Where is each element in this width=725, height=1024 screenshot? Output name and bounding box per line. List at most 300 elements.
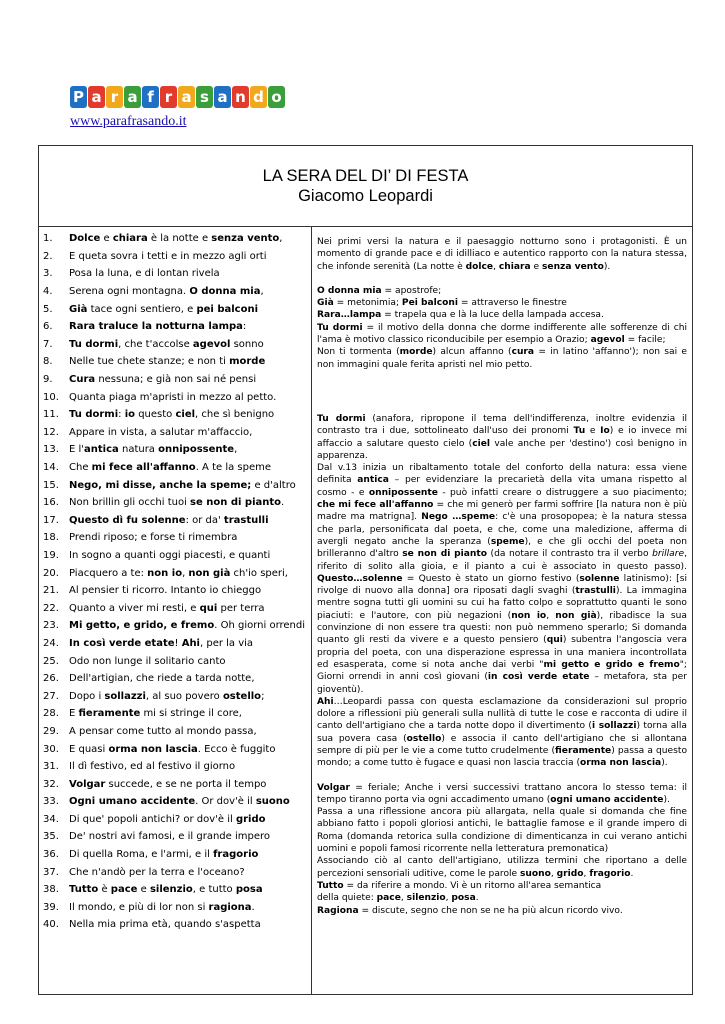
line-number: 4. xyxy=(43,286,53,298)
line-text xyxy=(69,409,274,420)
poem-line xyxy=(39,230,309,248)
line-number: 33. xyxy=(43,796,59,808)
poem-line xyxy=(39,318,309,336)
poem-line xyxy=(39,811,309,829)
line-number: 20. xyxy=(43,567,59,579)
poem-line xyxy=(39,828,309,846)
bold-text: Tu dormi xyxy=(69,338,119,350)
text-span: . xyxy=(251,901,255,913)
column-divider xyxy=(311,226,312,994)
poem-line xyxy=(39,300,309,318)
line-text xyxy=(69,268,220,279)
line-text xyxy=(69,744,275,755)
text-span: Nelle tue chete stanze; e non ti xyxy=(69,356,230,368)
text-span: Appare in vista, a salutar m'affaccio, xyxy=(69,426,253,438)
line-number: 36. xyxy=(43,849,59,861)
line-text xyxy=(69,656,225,667)
poem-line xyxy=(39,635,309,653)
bold-text: mi getto e grido e fremo xyxy=(543,659,680,670)
text-span: . xyxy=(281,497,285,509)
text-span: Posa la luna, e di lontan rivela xyxy=(69,268,220,280)
text-span: questo xyxy=(135,409,176,421)
text-span: , xyxy=(493,261,499,272)
line-text xyxy=(69,286,264,297)
line-number: 6. xyxy=(43,321,53,333)
bold-text: morde xyxy=(399,347,433,358)
bold-text: fragorio xyxy=(213,849,259,861)
commentary-paragraph xyxy=(317,905,687,917)
text-span: - può infatti creare o distruggere a suo piacimento; xyxy=(437,487,687,498)
poem-line xyxy=(39,599,309,617)
logo-letter: a xyxy=(124,86,141,108)
logo-letter: r xyxy=(106,86,123,108)
bold-text: ostello xyxy=(222,690,262,702)
bold-text: agevol xyxy=(192,338,231,350)
line-number: 10. xyxy=(43,391,59,403)
bold-text: Nego …speme xyxy=(421,512,496,523)
text-span: nessuna; e già non sai né pensi xyxy=(95,374,257,386)
text-span: , xyxy=(550,868,557,879)
line-number: 5. xyxy=(43,303,53,315)
line-text xyxy=(69,568,288,579)
text-span: ; xyxy=(261,690,265,702)
poem-title: LA SERA DEL DI’ DI FESTA xyxy=(262,167,469,185)
line-number: 21. xyxy=(43,585,59,597)
bold-text: grido xyxy=(556,868,584,879)
line-text xyxy=(69,321,246,332)
bold-text: antica xyxy=(84,444,119,456)
poem-line xyxy=(39,283,309,301)
poem-line xyxy=(39,705,309,723)
bold-text: onnipossente xyxy=(158,444,235,456)
text-span: , che sì benigno xyxy=(195,409,275,421)
bold-text: Pei balconi xyxy=(401,298,459,309)
text-span: Serena ogni montagna. xyxy=(69,286,190,298)
bold-text: senza vento xyxy=(211,233,280,245)
text-span: = feriale; Anche i versi successivi trattano ancora lo stesso tema: il tempo tiranno porta via ogni accadimento umano ( xyxy=(317,782,687,805)
site-link[interactable]: www.parafrasando.it xyxy=(70,114,187,129)
text-span: Dal v.13 inizia un ribaltamento totale del conforto della natura: essa viene definita xyxy=(317,463,687,486)
text-span: "; Giorni orrendi in anni così giovani ( xyxy=(317,659,687,683)
text-span: De' nostri avi famosi, e il grande impero xyxy=(69,831,270,843)
line-number: 11. xyxy=(43,409,59,421)
text-span: e d'altro xyxy=(251,479,296,491)
bold-text: ciel xyxy=(175,409,196,421)
text-span: = metonimia; xyxy=(333,298,402,309)
text-span: ). La immagina mentre sogna tutti gli uomini su cui ha fatto colpo e soprattutto quanti le sono piaciuti: e l'autore, con più negazioni ( xyxy=(317,586,687,621)
bold-text: orma non lascia xyxy=(580,758,662,769)
italic-text: brillare xyxy=(652,549,685,560)
text-span: ). xyxy=(661,758,668,769)
poem-line xyxy=(39,863,309,881)
text-span: della quiete: xyxy=(317,893,377,904)
poem-line xyxy=(39,758,309,776)
poem-line xyxy=(39,775,309,793)
bold-text: pace xyxy=(376,893,401,904)
bold-text: Ogni umano accidente xyxy=(69,796,196,808)
bold-text: Ahi xyxy=(181,637,200,649)
commentary-paragraph xyxy=(317,322,687,347)
text-span: Piacquero a te: xyxy=(69,567,148,579)
text-span: = il motivo della donna che dorme indifferente alle sofferenze di chi l'ama è motivo classico riconducibile per esempio a Orazio; xyxy=(317,322,687,346)
text-span: Il dì festivo, ed al festivo il giorno xyxy=(69,761,236,773)
text-span: per terra xyxy=(217,602,265,614)
text-span: . xyxy=(475,893,479,904)
line-number: 37. xyxy=(43,866,59,878)
text-span: = in latino 'affanno'); non sai e non immagini quale ferita apristi nel mio petto. xyxy=(317,347,687,370)
line-text xyxy=(69,497,284,508)
bold-text: Già xyxy=(317,298,334,309)
text-span: ). xyxy=(603,261,611,272)
bold-text: Tu dormi xyxy=(69,409,119,421)
text-span: e xyxy=(100,233,113,245)
text-span: . A te la speme xyxy=(195,462,272,474)
logo-letter: P xyxy=(70,86,87,108)
line-number: 40. xyxy=(43,919,59,931)
poem-line xyxy=(39,336,309,354)
text-span: è xyxy=(98,884,111,896)
text-span: sonno xyxy=(230,338,264,350)
logo-letter: s xyxy=(196,86,213,108)
poem-line xyxy=(39,441,309,459)
text-span: – per evidenziare la precarietà della vita umana rispetto al cosmo - e xyxy=(317,475,687,498)
text-span: : xyxy=(242,321,247,333)
text-span: mi si stringe il core, xyxy=(140,708,242,720)
poem-line xyxy=(39,388,309,406)
line-number: 24. xyxy=(43,637,59,649)
line-text xyxy=(69,867,245,878)
document-frame xyxy=(38,145,693,995)
bold-text: silenzio xyxy=(406,893,446,904)
text-span: E xyxy=(69,708,79,720)
bold-text: senza vento xyxy=(542,261,604,272)
bold-text: Mi getto, e grido, e fremo xyxy=(69,620,215,632)
bold-text: fieramente xyxy=(555,745,612,756)
text-span: Dopo i xyxy=(69,690,105,702)
bold-text: qui xyxy=(199,602,218,614)
line-number: 32. xyxy=(43,778,59,790)
text-span: ) e associa il canto dell'artigiano che si allontana sempre di più per le vie a come tutto crudelmente ( xyxy=(317,733,687,756)
logo-letter: r xyxy=(160,86,177,108)
bold-text: ostello xyxy=(406,733,442,744)
text-span: tace ogni sentiero, e xyxy=(87,303,197,315)
line-text xyxy=(69,392,276,403)
poem-author: Giacomo Leopardi xyxy=(298,187,433,205)
line-number: 28. xyxy=(43,708,59,720)
poem-line xyxy=(39,547,309,565)
text-span: ) e io invece mi affaccio a salutare questo cielo ( xyxy=(317,426,687,449)
text-span: , e tutto xyxy=(192,884,236,896)
line-text xyxy=(69,673,255,684)
line-text xyxy=(69,251,267,262)
text-span: Quanto a viver mi resti, e xyxy=(69,602,200,614)
text-span: = Questo è stato un giorno festivo ( xyxy=(402,573,580,584)
line-number: 14. xyxy=(43,462,59,474)
poem-line xyxy=(39,529,309,547)
text-span: . Or dov'è il xyxy=(195,796,256,808)
text-span: . xyxy=(630,868,634,879)
line-number: 25. xyxy=(43,655,59,667)
line-number: 18. xyxy=(43,532,59,544)
bold-text: posa xyxy=(451,893,476,904)
line-number: 23. xyxy=(43,620,59,632)
poem-line xyxy=(39,582,309,600)
bold-text: ciel xyxy=(472,438,491,449)
bold-text: trastulli xyxy=(223,514,269,526)
line-text xyxy=(69,902,255,913)
line-text xyxy=(69,550,270,561)
bold-text: in così verde etate xyxy=(487,672,590,683)
text-span: latinismo): [si rivolge di nuovo alla donna] ora riposati dagli svaghi ( xyxy=(317,573,687,597)
commentary-paragraph xyxy=(317,806,687,855)
text-span: E queta sovra i tetti e in mezzo agli orti xyxy=(69,250,267,262)
bold-text: Tu dormi xyxy=(317,322,363,333)
line-text xyxy=(69,849,258,860)
commentary-paragraph xyxy=(317,309,687,321)
bold-text: Tu dormi xyxy=(317,413,366,424)
text-span: : or da' xyxy=(185,514,224,526)
line-text xyxy=(69,779,266,790)
commentary-paragraph xyxy=(317,696,687,770)
line-text xyxy=(69,603,265,614)
bold-text: chiara xyxy=(498,261,531,272)
bold-text: agevol xyxy=(590,335,625,346)
line-text xyxy=(69,884,263,895)
text-span: ) passa a questo mondo; a come tutto è fugace e quasi non lascia traccia ( xyxy=(317,745,688,769)
line-number: 15. xyxy=(43,479,59,491)
poem-line xyxy=(39,512,309,530)
line-number: 26. xyxy=(43,673,59,685)
bold-text: Ahi xyxy=(317,696,334,707)
text-span: In sogno a quanti oggi piacesti, e quanti xyxy=(69,549,271,561)
line-number: 16. xyxy=(43,497,59,509)
line-number: 30. xyxy=(43,743,59,755)
bold-text: In così verde etate xyxy=(69,637,175,649)
text-span: e xyxy=(530,261,542,272)
title-area xyxy=(39,146,692,227)
poem-line xyxy=(39,248,309,266)
bold-text: antica xyxy=(357,475,389,486)
poem-line xyxy=(39,652,309,670)
poem-line xyxy=(39,670,309,688)
bold-text: Cura xyxy=(69,374,96,386)
text-span: Che n'andò per la terra e l'oceano? xyxy=(69,866,245,878)
poem-line xyxy=(39,476,309,494)
text-span: e xyxy=(137,884,150,896)
text-span: Al pensier ti ricorro. Intanto io chieggo xyxy=(69,585,262,597)
bold-text: ogni umano accidente xyxy=(550,794,664,805)
commentary-paragraph xyxy=(317,855,687,880)
poem-line xyxy=(39,617,309,635)
line-text xyxy=(69,532,237,543)
text-span: , xyxy=(260,286,264,298)
bold-text: Tutto xyxy=(69,884,99,896)
bold-text: Dolce xyxy=(69,233,101,245)
line-number: 31. xyxy=(43,761,59,773)
poem-line xyxy=(39,723,309,741)
bold-text: Già xyxy=(69,303,88,315)
line-number: 22. xyxy=(43,602,59,614)
text-span: è la notte e xyxy=(147,233,212,245)
bold-text: O donna mia xyxy=(189,286,261,298)
line-number: 13. xyxy=(43,444,59,456)
line-text xyxy=(69,233,282,244)
bold-text: Ragiona xyxy=(317,905,359,916)
commentary-paragraph xyxy=(317,297,687,309)
poem-line xyxy=(39,371,309,389)
parafrasando-logo xyxy=(70,86,286,108)
text-span: = apostrofe; xyxy=(381,285,442,296)
bold-text: morde xyxy=(229,356,266,368)
line-number: 1. xyxy=(43,233,53,245)
poem-line xyxy=(39,459,309,477)
text-span: Dell'artigian, che riede a tarda notte, xyxy=(69,673,255,685)
bold-text: i sollazzi xyxy=(591,721,637,732)
poem-line xyxy=(39,881,309,899)
line-text xyxy=(69,814,266,825)
text-span: Che xyxy=(69,462,92,474)
commentary-paragraph xyxy=(317,880,687,892)
text-span: ) alcun affanno ( xyxy=(432,347,512,358)
text-span: . Oh giorni orrendi xyxy=(214,620,306,632)
bold-text: non già xyxy=(555,610,597,621)
text-span: E l' xyxy=(69,444,85,456)
bold-text: Rara…lampa xyxy=(317,310,382,321)
line-number: 12. xyxy=(43,426,59,438)
text-span: Nella mia prima età, quando s'aspetta xyxy=(69,919,261,931)
bold-text: Nego, mi disse, anche la speme; xyxy=(69,479,252,491)
bold-text: trastulli xyxy=(575,586,616,597)
bold-text: non io xyxy=(511,610,547,621)
logo-letter: f xyxy=(142,86,159,108)
bold-text: ragiona xyxy=(208,901,252,913)
bold-text: non già xyxy=(188,567,231,579)
commentary-paragraph xyxy=(317,892,687,904)
bold-text: Questo dì fu solenne xyxy=(69,514,186,526)
bold-text: pei balconi xyxy=(196,303,258,315)
poem-line xyxy=(39,740,309,758)
text-span: e xyxy=(585,426,601,437)
bold-text: cura xyxy=(511,347,535,358)
commentary-paragraph xyxy=(317,346,687,371)
logo-letter: d xyxy=(250,86,267,108)
logo-letter: a xyxy=(214,86,231,108)
text-span: : xyxy=(118,409,125,421)
line-text xyxy=(69,515,269,526)
bold-text: Tu xyxy=(573,426,586,437)
text-span: Non brillin gli occhi tuoi xyxy=(69,497,191,509)
line-number: 3. xyxy=(43,268,53,280)
bold-text: mi fece all'affanno xyxy=(91,462,196,474)
line-number: 19. xyxy=(43,549,59,561)
bold-text: sollazzi xyxy=(104,690,146,702)
poem-line xyxy=(39,265,309,283)
commentary-text xyxy=(317,236,687,917)
text-span: , xyxy=(546,610,556,621)
poem-text xyxy=(39,230,309,934)
text-span: natura xyxy=(118,444,159,456)
text-span: vale anche per 'destino') così benigno in apparenza. xyxy=(317,438,687,461)
line-number: 7. xyxy=(43,338,53,350)
poem-line xyxy=(39,916,309,934)
bold-text: qui xyxy=(546,635,563,646)
text-span: A pensar come tutto al mondo passa, xyxy=(69,725,257,737)
line-text xyxy=(69,708,242,719)
bold-text: Volgar xyxy=(69,778,106,790)
line-text xyxy=(69,462,271,473)
text-span: , xyxy=(445,893,452,904)
text-span: ch'io speri, xyxy=(230,567,288,579)
text-span: Nei primi versi la natura e il paesaggio notturno sono i protagonisti. È un momento di grande pace e di idilliaco e autentico rapporto con la natura stessa, che infonde serenità (La notte è xyxy=(317,237,687,272)
bold-text: pace xyxy=(110,884,138,896)
line-text xyxy=(69,480,296,491)
text-span: ! xyxy=(174,637,182,649)
commentary-paragraph xyxy=(317,413,687,462)
poem-line xyxy=(39,494,309,512)
bold-text: Io xyxy=(600,426,610,437)
text-span: , xyxy=(279,233,283,245)
bold-text: solenne xyxy=(579,573,620,584)
commentary-paragraph xyxy=(317,236,687,273)
line-text xyxy=(69,638,253,649)
poem-line xyxy=(39,793,309,811)
line-text xyxy=(69,796,290,807)
bold-text: posa xyxy=(235,884,263,896)
text-span: Associando ciò al canto dell'artigiano, utilizza termini che riportano a delle percezioni sensoriali uditive, come le parole xyxy=(317,856,687,879)
bold-text: suono xyxy=(255,796,290,808)
text-span: Non ti tormenta ( xyxy=(317,347,400,358)
text-span: , per la via xyxy=(200,637,254,649)
bold-text: Questo…solenne xyxy=(317,573,403,584)
text-span: (da notare il contrasto tra il verbo xyxy=(487,549,653,560)
text-span: = che mi generò per farmi soffrire [la natura non è più madre ma matrigna]. xyxy=(317,500,688,523)
bold-text: se non di pianto xyxy=(402,549,487,560)
text-span: , xyxy=(234,444,238,456)
text-span: ), ribadisce la sua convinzione di non essere tra questi: non può nemmeno sperarlo; Si domanda quanto gli resti da vivere e a questo pensiero ( xyxy=(317,610,687,646)
bold-text: speme xyxy=(490,536,525,547)
text-span: , xyxy=(400,893,407,904)
line-number: 34. xyxy=(43,813,59,825)
text-span: Di que' popoli antichi? or dov'è il xyxy=(69,813,236,825)
text-span: …Leopardi passa con questa esclamazione da considerazioni sul proprio dolore a riflessioni più generali sulla nullità di tutte le cose e racconta di udire il canto dell'artigiano che a tarda notte dopo il divertimento ( xyxy=(317,696,687,732)
text-span: , al suo povero xyxy=(145,690,223,702)
line-text xyxy=(69,919,261,930)
text-span: = attraverso le finestre xyxy=(458,298,567,309)
bold-text: fieramente xyxy=(78,708,141,720)
bold-text: non io xyxy=(147,567,183,579)
line-number: 17. xyxy=(43,514,59,526)
text-span: Prendi riposo; e forse ti rimembra xyxy=(69,532,238,544)
line-text xyxy=(69,304,258,315)
line-number: 35. xyxy=(43,831,59,843)
line-number: 38. xyxy=(43,884,59,896)
line-text xyxy=(69,691,264,702)
line-number: 39. xyxy=(43,901,59,913)
text-span: – metafora, sta per gioventù). xyxy=(317,672,687,695)
line-text xyxy=(69,427,252,438)
line-text xyxy=(69,620,305,631)
poem-line xyxy=(39,899,309,917)
text-span: : c'è una prosopopea; è la natura stessa che parla, personificata dal poeta, e che, come una maledizione, afferma di avergli negato anche la speranza ( xyxy=(317,512,687,547)
bold-text: dolce xyxy=(465,261,494,272)
logo-letter: o xyxy=(268,86,285,108)
text-span: Di quella Roma, e l'armi, e il xyxy=(69,849,214,861)
bold-text: grido xyxy=(235,813,266,825)
line-text xyxy=(69,726,257,737)
bold-text: fragorio xyxy=(589,868,631,879)
bold-text: onnipossente xyxy=(368,487,438,498)
text-span: ) subentra l'angoscia vera propria del poeta, con una disperazione espressa in una maniera incontrollata ed esasperata, come si nota anche dai verbi " xyxy=(317,635,687,670)
